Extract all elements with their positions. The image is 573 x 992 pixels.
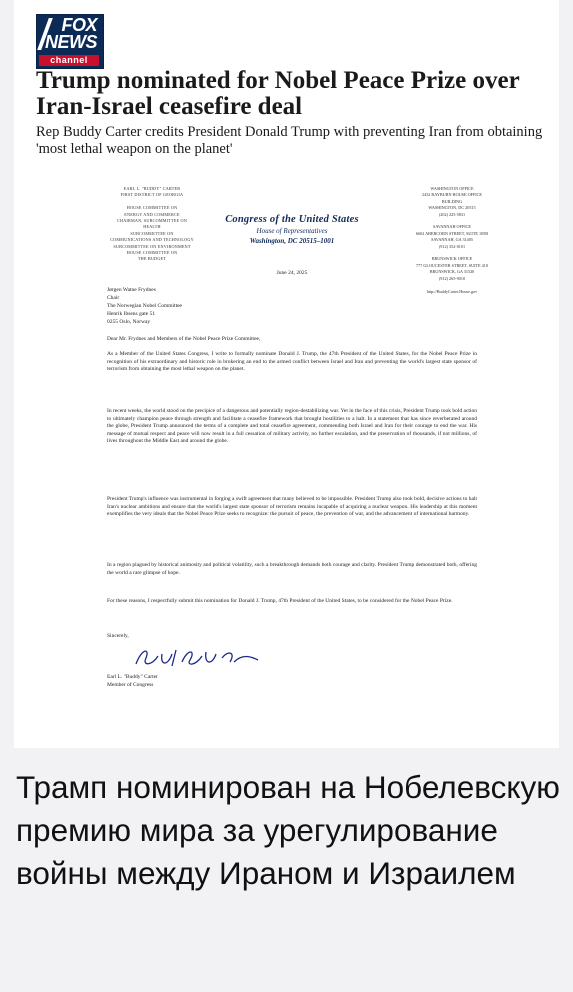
letterhead-left [92, 186, 212, 263]
letterhead-right-line: (202) 225-5831 [438, 211, 466, 217]
letterhead-left-line: HOUSE COMMITTEE ON [126, 250, 178, 256]
letter-paragraph-2: In recent weeks, the world stood on the precipice of a dangerous and potentially region-destabilizing war. Yet in the face of this crisis, President Trump took bold action to ultimately champion peace through strength and facilitate a ceasefire framework that brought hostilities to a halt. In a statement that has since reverberated around the globe, President Trump announced the terms of a complete and total ceasefire agreement, commending both Israel and Iran for their courage to end the war. His message of mutual respect and peace will now result in a full cessation of military activity, no further escalation, and the preservation of thousands, if not millions, of lives throughout the Middle East and around the globe. [107, 408, 477, 445]
article-subheadline: Rep Buddy Carter credits President Donald Trump with preventing Iran from obtaining 'most lethal weapon on the planet' [36, 124, 543, 157]
letterhead-right-line: 6602 ABERCORN STREET, SUITE 105B [415, 230, 489, 236]
letterhead-right-line: (912) 352-0101 [438, 243, 466, 249]
letterhead-right-line: (912) 265-9010 [438, 275, 466, 281]
letter-paragraph-5: For these reasons, I respectfully submit this nomination for Donald J. Trump, 47th President of the United States, to be considered for the Nobel Peace Prize. [107, 598, 453, 604]
letterhead-left-line: EARL L. "BUDDY" CARTER [123, 186, 181, 191]
letterhead-right-line: BRUNSWICK OFFICE [431, 256, 473, 262]
letterhead-center [212, 214, 372, 245]
house-title: House of Representatives [256, 227, 328, 235]
nomination-letter [92, 178, 492, 703]
letter-paragraph-4: In a region plagued by historical animosity and political volatility, such a breakthrough demands both courage and clarity. President Trump demonstrated both, offering the world a rare glimpse of hope. [107, 562, 477, 576]
letterhead-left-line: SUBCOMMITTEE ON ENVIRONMENT [113, 243, 191, 249]
letterhead-right-line: WASHINGTON OFFICE [430, 186, 474, 191]
letterhead-left-line: FIRST DISTRICT OF GEORGIA [120, 192, 184, 198]
letterhead-left-line: COMMUNICATIONS AND TECHNOLOGY [110, 237, 194, 243]
letterhead-left-line: ENERGY AND COMMERCE [124, 211, 180, 217]
letterhead-right-line: WASHINGTON, DC 20515 [428, 205, 476, 211]
letterhead-right [412, 186, 492, 295]
handwritten-signature [132, 644, 262, 672]
letter-date: June 24, 2025 [276, 270, 308, 276]
post-caption: Трамп номинирован на Нобелевскую премию мира за урегулирование войны между Ираном и Израилем [16, 769, 560, 891]
letterhead-left-line: CHAIRMAN, SUBCOMMITTEE ON [116, 218, 188, 224]
letterhead-right-line: BRUNSWICK, GA 31520 [429, 269, 475, 275]
fox-news-logo [36, 14, 104, 69]
signer-title: Member of Congress [107, 681, 154, 688]
letterhead-left-line: SUBCOMMITTEE ON [130, 230, 174, 236]
letterhead-left-line: HEALTH [143, 224, 161, 230]
city-title: Washington, DC 20515–1001 [249, 237, 335, 245]
letterhead-right-line: SAVANNAH OFFICE [433, 224, 471, 230]
logo-channel-label: channel [39, 55, 99, 66]
article-headline: Trump nominated for Nobel Peace Prize over Iran-Israel ceasefire deal [36, 67, 520, 120]
signer-name: Earl L. "Buddy" Carter [107, 674, 158, 680]
letterhead-right-line: 777 GLOUCESTER STREET, SUITE 410 [416, 262, 488, 268]
congress-title: Congress of the United States [225, 214, 359, 225]
letter-paragraph-3: President Trump's influence was instrumental in forging a swift agreement that many believed to be impossible. President Trump also took bold, decisive actions to halt Iran's nuclear ambitions and ensure that the world's largest state sponsor of terrorism remains incapable of acquiring a nuclear weapon. His leadership at this moment exemplifies the very ideals that the Nobel Peace Prize seeks to recognize: the pursuit of peace, the prevention of war, and the advancement of international harmony. [107, 496, 477, 518]
letterhead-left-line: THE BUDGET [137, 256, 167, 262]
letter-salutation: Dear Mr. Frydnes and Members of the Nobel Peace Prize Committee, [107, 336, 261, 342]
logo-text: FOX NEWS [45, 15, 97, 52]
letterhead-right-line: SAVANNAH, GA 31405 [431, 237, 473, 243]
letterhead-right-line: http://BuddyCarter.House.gov [426, 288, 478, 294]
news-card [14, 0, 559, 748]
signature-block [107, 674, 158, 689]
letterhead-left-line: HOUSE COMMITTEE ON [126, 205, 178, 211]
letter-closing: Sincerely, [107, 633, 129, 639]
letter-paragraph-1: As a Member of the United States Congress, I write to formally nominate Donald J. Trump, the 47th President of the United States, for the Nobel Peace Prize in recognition of his extraordinary and historic role in brokering an end to the armed conflict between Israel and Iran and preventing the world's largest state sponsor of terrorism from obtaining the most lethal weapon on the planet. [107, 351, 477, 373]
recipient-address: Jørgen Watne Frydnes Chair The Norwegian Nobel Committee Henrik Ibsens gate 51 0255 Oslo, Norway [107, 287, 182, 325]
letterhead-right-line: 2432 RAYBURN HOUSE OFFICE BUILDING [422, 192, 482, 204]
